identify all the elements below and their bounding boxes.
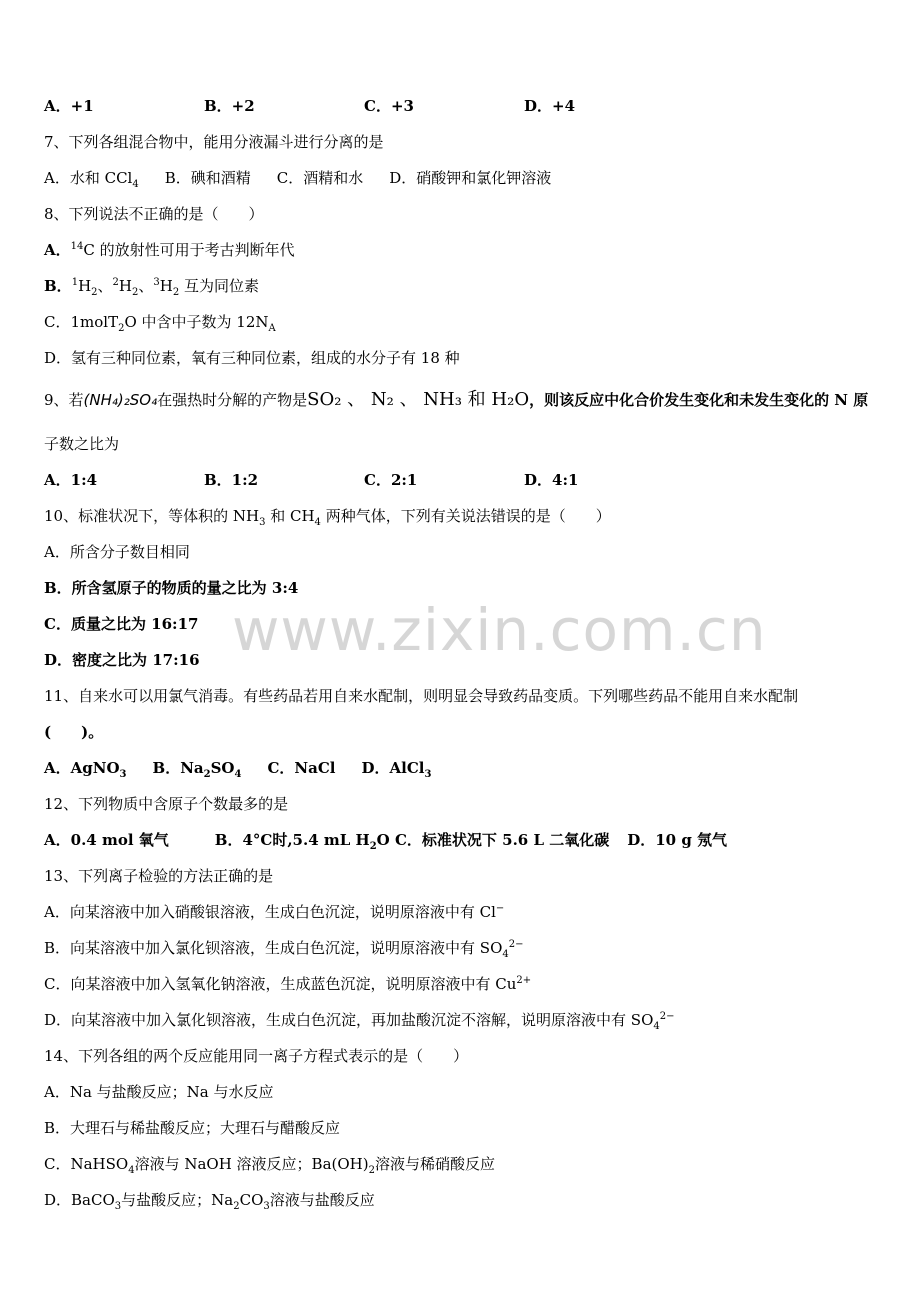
q9-stem-line2: 子数之比为	[44, 435, 120, 453]
q9-formula: (NH₄)₂SO₄	[83, 391, 158, 409]
q12-option-b: B．4°C时,5.4 mL $H_2O$	[214, 831, 390, 852]
q6-options	[44, 96, 684, 116]
q9-products: SO₂ 、 N₂ 、 NH₃ 和 H₂O	[307, 389, 530, 410]
q8-option-b: B．$^1H_2$、$^2H_2$、$^3H_2$ 互为同位素	[44, 277, 260, 298]
q12-stem: 12、下列物质中含原子个数最多的是	[44, 795, 289, 813]
q13-option-b: B．向某溶液中加入氯化钡溶液，生成白色沉淀，说明原溶液中有 $SO_4^{2-}$	[44, 939, 524, 960]
q9-stem: 9、若(NH₄)₂SO₄在强热时分解的产物是SO₂ 、 N₂ 、 NH₃ 和 H₂O，则该反应中化合价发生变化和未发生变化的 N 原	[44, 389, 869, 410]
q14-option-c: C．NaHSO$_4$溶液与 NaOH 溶液反应；$Ba(OH)_2$溶液与稀硝酸反应	[44, 1155, 496, 1176]
q12-option-d: D．10 g 氖气	[627, 831, 728, 849]
q8-stem: 8、下列说法不正确的是（ ）	[44, 205, 264, 223]
q14-option-b: B．大理石与稀盐酸反应；大理石与醋酸反应	[44, 1119, 341, 1137]
q13-option-a: A．向某溶液中加入硝酸银溶液，生成白色沉淀，说明原溶液中有 Cl−	[44, 903, 505, 921]
q7-options	[44, 168, 551, 188]
q9-option-a: A．1:4	[44, 471, 98, 489]
q7-option-a: A．水和 CCl$_4$	[44, 169, 139, 190]
q8-option-d: D．氢有三种同位素，氧有三种同位素，组成的水分子有 18 种	[44, 349, 460, 367]
q9-option-c: C．2:1	[364, 471, 418, 489]
q12-option-a: A．0.4 mol 氧气	[44, 831, 169, 849]
q11-stem-line2: ( )。	[44, 723, 104, 741]
q7-option-b: B．碘和酒精	[164, 169, 251, 187]
q10-stem: 10、标准状况下，等体积的 $NH_3$ 和 $CH_4$ 两种气体，下列有关说法错误的是（ ）	[44, 507, 611, 528]
q6-option-c: C．+3	[364, 97, 414, 115]
q9-options	[44, 470, 684, 490]
q6-option-d: D．+4	[524, 97, 576, 115]
q14-option-a: A．Na 与盐酸反应；Na 与水反应	[44, 1083, 274, 1101]
q6-option-b: B．+2	[204, 97, 255, 115]
q10-option-a: A．所含分子数目相同	[44, 543, 190, 561]
q10-option-b: B．所含氢原子的物质的量之比为 3:4	[44, 579, 299, 597]
q13-stem: 13、下列离子检验的方法正确的是	[44, 867, 274, 885]
q6-option-a: A．+1	[44, 97, 94, 115]
q14-stem: 14、下列各组的两个反应能用同一离子方程式表示的是（ ）	[44, 1047, 469, 1065]
q9-option-d: D．4:1	[524, 471, 579, 489]
q8-option-c: C．1molT$_2$O 中含中子数为 $12N_A$	[44, 313, 276, 334]
q12-option-c: C．标准状况下 5.6 L 二氧化碳	[394, 831, 610, 849]
q13-option-d: D．向某溶液中加入氯化钡溶液，生成白色沉淀，再加盐酸沉淀不溶解，说明原溶液中有 $SO_4^{2-}$	[44, 1011, 675, 1032]
q11-option-d: D．AlCl$_3$	[361, 759, 432, 780]
q11-option-a: A．AgNO$_3$	[44, 759, 127, 780]
q7-stem: 7、下列各组混合物中，能用分液漏斗进行分离的是	[44, 133, 384, 151]
q11-options	[44, 758, 431, 778]
q13-option-c: C．向某溶液中加入氢氧化钠溶液，生成蓝色沉淀，说明原溶液中有 $Cu^{2+}$	[44, 975, 532, 993]
q12-options	[44, 830, 727, 850]
q14-option-d: D．BaCO$_3$与盐酸反应；$Na_2CO_3$溶液与盐酸反应	[44, 1191, 375, 1212]
q8-option-a: A．$^{14}$C 的放射性可用于考古判断年代	[44, 241, 295, 259]
q11-option-b: B．$Na_2SO_4$	[152, 759, 242, 780]
q7-option-d: D．硝酸钾和氯化钾溶液	[389, 169, 552, 187]
q10-option-c: C．质量之比为 16:17	[44, 615, 199, 633]
q11-stem: 11、自来水可以用氯气消毒。有些药品若用自来水配制，则明显会导致药品变质。下列哪些药品不能用自来水配制	[44, 687, 799, 705]
watermark: www.zixin.com.cn	[232, 596, 767, 664]
q11-option-c: C．NaCl	[267, 759, 336, 777]
q7-option-c: C．酒精和水	[276, 169, 364, 187]
q9-option-b: B．1:2	[204, 471, 259, 489]
q10-option-d: D．密度之比为 17:16	[44, 651, 200, 669]
